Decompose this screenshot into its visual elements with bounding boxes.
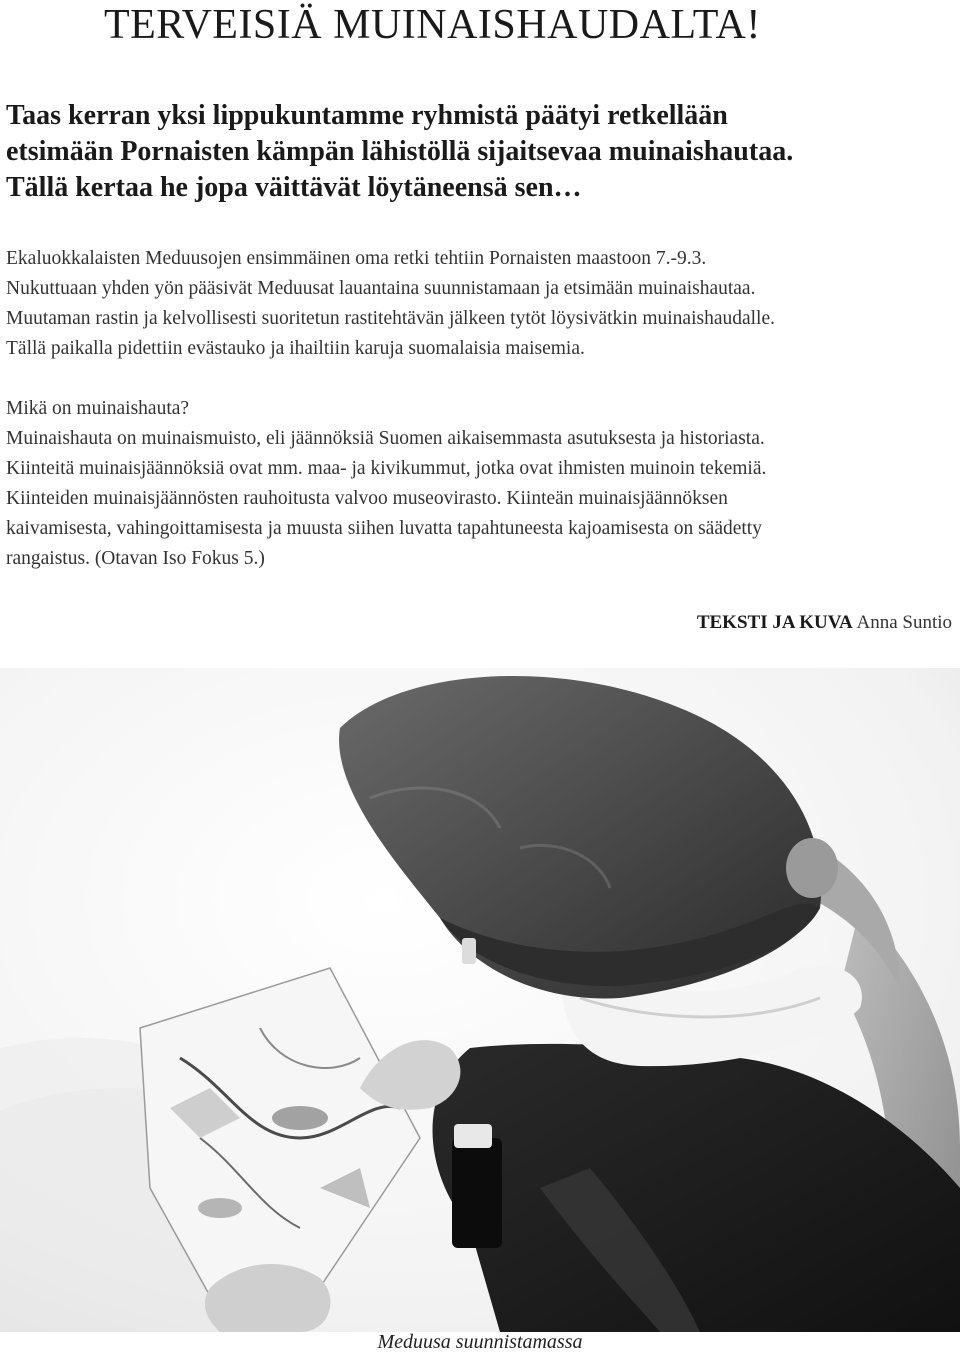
body-paragraph-definition bbox=[6, 394, 956, 574]
lead-line: etsimään Pornaisten kämpän lähistöllä sijaitsevaa muinaishautaa. bbox=[6, 136, 794, 167]
body-line: Nukuttuaan yhden yön pääsivät Meduusat lauantaina suunnistamaan ja etsimään muinaishautaa. bbox=[6, 278, 756, 299]
body-line: Muutaman rastin ja kelvollisesti suoritetun rastitehtävän jälkeen tytöt löysivätkin muinaishaudalle. bbox=[6, 308, 776, 329]
article-title: TERVEISIÄ MUINAISHAUDALTA! bbox=[104, 2, 761, 48]
body-line: Kiinteiden muinaisjäännösten rauhoitusta valvoo museovirasto. Kiinteän muinaisjäännöksen bbox=[6, 488, 728, 509]
body-line: Ekaluokkalaisten Meduusojen ensimmäinen oma retki tehtiin Pornaisten maastoon 7.-9.3. bbox=[6, 248, 707, 269]
lead-paragraph bbox=[6, 98, 956, 206]
body-line: rangaistus. (Otavan Iso Fokus 5.) bbox=[6, 548, 265, 569]
body-line: Mikä on muinaishauta? bbox=[6, 398, 190, 419]
body-line: Kiinteitä muinaisjäännöksiä ovat mm. maa- ja kivikummut, jotka ovat ihmisten muinoin tekemiä. bbox=[6, 458, 767, 479]
body-line: kaivamisesta, vahingoittamisesta ja muusta siihen luvatta tapahtuneesta kajoamisesta on säädetty bbox=[6, 518, 762, 539]
body-paragraph-trip bbox=[6, 244, 956, 364]
lead-line: Tällä kertaa he jopa väittävät löytäneensä sen… bbox=[6, 172, 582, 203]
body-line: Muinaishauta on muinaismuisto, eli jäännöksiä Suomen aikaisemmasta asutuksesta ja historiasta. bbox=[6, 428, 765, 449]
credit-name: Anna Suntio bbox=[856, 612, 952, 633]
credit-label: TEKSTI JA KUVA bbox=[696, 612, 853, 633]
article-photo bbox=[0, 668, 960, 1332]
photo-caption: Meduusa suunnistamassa bbox=[377, 1331, 583, 1353]
body-line: Tällä paikalla pidettiin evästauko ja ihailtiin karuja suomalaisia maisemia. bbox=[6, 338, 585, 359]
girl-reading-map-photo bbox=[0, 668, 960, 1332]
author-credit bbox=[697, 608, 952, 638]
lead-line: Taas kerran yksi lippukuntamme ryhmistä päätyi retkellään bbox=[6, 100, 728, 131]
